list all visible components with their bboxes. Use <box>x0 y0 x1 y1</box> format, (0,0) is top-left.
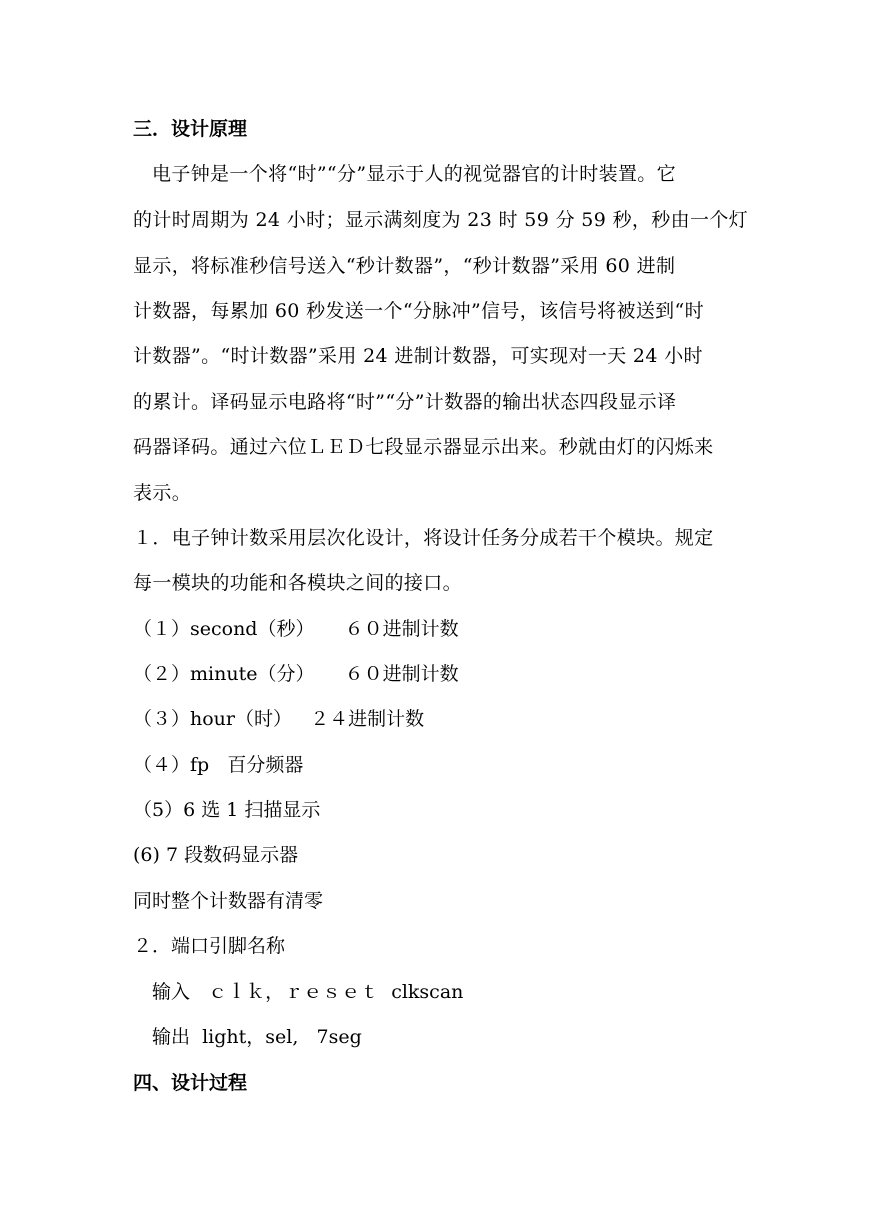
module-fp: （４）fp 百分频器 <box>133 754 304 776</box>
item-1-line-2: 每一模块的功能和各模块之间的接口。 <box>133 572 462 594</box>
intro-line-8: 表示。 <box>133 482 192 504</box>
module-scan-display: （5）6 选 1 扫描显示 <box>133 799 321 821</box>
item-2-heading: ２．端口引脚名称 <box>133 935 286 957</box>
clear-note: 同时整个计数器有清零 <box>133 890 324 912</box>
intro-line-3: 显示，将标准秒信号送入“秒计数器”，“秒计数器”采用 60 进制 <box>133 255 676 277</box>
intro-line-5: 计数器”。“时计数器”采用 24 进制计数器，可实现对一天 24 小时 <box>133 345 703 367</box>
module-hour: （３）hour（时） ２４进制计数 <box>133 708 425 730</box>
intro-line-2: 的计时周期为 24 小时；显示满刻度为 23 时 59 分 59 秒，秒由一个灯 <box>133 209 749 231</box>
section-3-heading: 三．设计原理 <box>133 118 248 140</box>
intro-line-1: 电子钟是一个将“时”“分”显示于人的视觉器官的计时装置。它 <box>152 163 677 185</box>
intro-line-6: 的累计。译码显示电路将“时”“分”计数器的输出状态四段显示译 <box>133 391 677 413</box>
section-4-heading: 四、设计过程 <box>133 1072 248 1094</box>
ports-input: 输入 ｃｌｋ，ｒｅｓｅｔ clkscan <box>152 981 464 1003</box>
ports-output: 输出 light，sel, 7seg <box>152 1026 362 1048</box>
item-1-line-1: １．电子钟计数采用层次化设计，将设计任务分成若干个模块。规定 <box>133 527 714 549</box>
module-second: （１）second（秒） ６０进制计数 <box>133 618 459 640</box>
intro-line-4: 计数器，每累加 60 秒发送一个“分脉冲”信号，该信号将被送到“时 <box>133 300 704 322</box>
module-seven-seg: (6) 7 段数码显示器 <box>133 844 299 866</box>
module-minute: （２）minute（分） ６０进制计数 <box>133 663 459 685</box>
intro-line-7: 码器译码。通过六位ＬＥＤ七段显示器显示出来。秒就由灯的闪烁来 <box>133 436 714 458</box>
